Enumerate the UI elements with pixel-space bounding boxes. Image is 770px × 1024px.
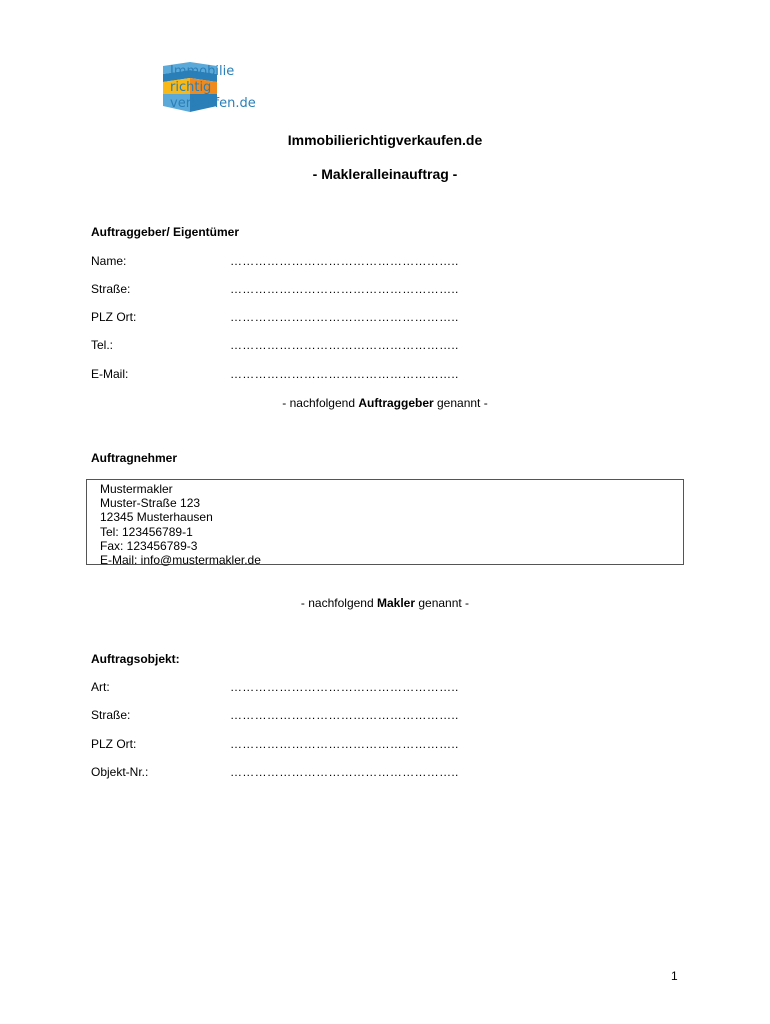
field-label: Art: — [91, 680, 110, 694]
address-line: 12345 Musterhausen — [100, 510, 213, 525]
address-line: Muster-Straße 123 — [100, 496, 201, 511]
section-heading-auftraggeber: Auftraggeber/ Eigentümer — [91, 225, 240, 239]
field-label: Name: — [91, 254, 127, 268]
field-placeholder: ……………………………………………….. — [230, 310, 459, 324]
logo-wordmark — [170, 64, 256, 112]
field-placeholder: ……………………………………………….. — [230, 765, 459, 779]
document-title: Immobilierichtigverkaufen.de — [287, 132, 483, 148]
logo-line: verkaufen.de — [170, 96, 256, 111]
note-suffix: genannt - — [415, 596, 470, 610]
makler-address-box — [86, 479, 684, 568]
section-heading-auftragnehmer: Auftragnehmer — [91, 451, 178, 465]
note-prefix: - nachfolgend — [300, 596, 377, 610]
field-label: PLZ Ort: — [91, 737, 137, 751]
address-line: E-Mail: info@mustermakler.de — [100, 553, 261, 568]
field-label: Objekt-Nr.: — [91, 765, 149, 779]
note-suffix: genannt - — [433, 396, 488, 410]
field-label: Straße: — [91, 282, 131, 296]
logo-line: richtig — [170, 80, 212, 95]
logo-line: Immobilie — [170, 64, 235, 79]
note-makler — [0, 596, 770, 610]
note-prefix: - nachfolgend — [282, 396, 359, 410]
field-placeholder: ……………………………………………….. — [230, 680, 459, 694]
field-label: PLZ Ort: — [91, 310, 137, 324]
field-label: Tel.: — [91, 338, 114, 352]
field-placeholder: ……………………………………………….. — [230, 367, 459, 381]
note-bold-term: Makler — [376, 596, 416, 610]
field-placeholder: ……………………………………………….. — [230, 737, 459, 751]
page-number: 1 — [671, 969, 678, 983]
field-placeholder: ……………………………………………….. — [230, 708, 459, 722]
address-line: Tel: 123456789-1 — [100, 524, 193, 539]
field-label: E-Mail: — [91, 367, 129, 381]
field-placeholder: ……………………………………………….. — [230, 282, 459, 296]
note-auftraggeber — [0, 396, 770, 410]
field-label: Straße: — [91, 708, 131, 722]
address-line: Mustermakler — [100, 482, 173, 496]
section-heading-auftragsobjekt: Auftragsobjekt: — [91, 652, 180, 666]
address-line: Fax: 123456789-3 — [100, 538, 198, 553]
document-subtitle: - Makleralleinauftrag - — [312, 166, 458, 182]
note-bold-term: Auftraggeber — [358, 396, 434, 410]
field-placeholder: ……………………………………………….. — [230, 254, 459, 268]
field-placeholder: ……………………………………………….. — [230, 338, 459, 352]
